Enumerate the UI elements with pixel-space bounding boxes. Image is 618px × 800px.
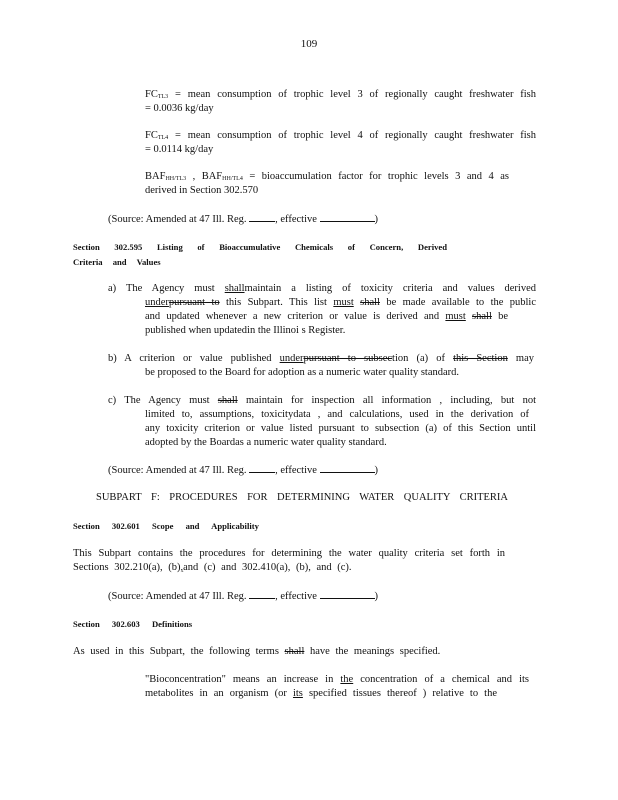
baf-text: = bioaccumulation factor for trophic levels 3 and 4 as	[249, 171, 510, 182]
paragraph-a-line-2: underpursuant to this Subpart. This list must shall be made available to the public	[145, 297, 537, 308]
section-302-603-heading: Section 302.603 Definitions	[73, 619, 193, 629]
paragraph-a-line-4: published when updatedin the Illinoi s Register.	[145, 325, 346, 336]
inserted-text: its	[292, 688, 303, 699]
paragraph-603: As used in this Subpart, the following terms shall have the meanings specified.	[73, 646, 441, 657]
inserted-text: shall	[224, 283, 245, 294]
blank-effective	[320, 589, 375, 599]
fc-tl4-text: = mean consumption of trophic level 4 of regionally caught freshwater fish	[174, 130, 537, 141]
blank-reg	[249, 463, 275, 473]
source-note-2: (Source: Amended at 47 Ill. Reg. , effective )	[108, 465, 379, 476]
deleted-text: shall	[217, 395, 238, 406]
fc-tl3-text: = mean consumption of trophic level 3 of regionally caught freshwater fish	[174, 89, 537, 100]
baf-label: BAF	[145, 171, 166, 182]
fc-tl4-value: = 0.0114 kg/day	[145, 144, 214, 155]
fc-subscript: TL4	[157, 135, 169, 141]
page-number: 109	[300, 38, 318, 50]
fc-subscript: TL3	[157, 94, 169, 100]
paragraph-c-line-4: adopted by the Boardas a numeric water quality standard.	[145, 437, 387, 448]
deleted-text: pursuant to subsec	[303, 353, 393, 364]
baf-label-2: , BAF	[192, 171, 223, 182]
blank-effective	[320, 212, 375, 222]
fc-tl3-value: = 0.0036 kg/day	[145, 103, 214, 114]
deleted-text: shall	[472, 311, 492, 322]
deleted-text: this Section	[453, 353, 508, 364]
paragraph-c-line-1: c) The Agency must shall maintain for inspection all information , including, but not	[108, 395, 536, 406]
blank-effective	[320, 463, 375, 473]
paragraph-c-line-2: limited to, assumptions, toxicitydata , and calculations, used in the derivation of	[145, 409, 529, 420]
deleted-text: shall	[360, 297, 380, 308]
section-302-595-heading: Section 302.595 Listing of Bioaccumulative Chemicals of Concern, Derived	[73, 242, 447, 252]
paragraph-c-line-3: any toxicity criterion or value listed pursuant to subsection (a) of this Section until	[145, 423, 536, 434]
fc-label: FC	[145, 130, 158, 141]
bioconcentration-line-2: metabolites in an organism (or its specified tissues thereof ) relative to the	[145, 688, 497, 699]
source-note-1: (Source: Amended at 47 Ill. Reg. , effective )	[108, 214, 379, 225]
inserted-text: must	[333, 297, 354, 308]
baf-subscript-4: HH/TL4	[222, 176, 243, 182]
blank-reg	[249, 212, 275, 222]
bioconcentration-line-1: "Bioconcentration" means an increase in the concentration of a chemical and its	[145, 674, 529, 685]
baf-derived: derived in Section 302.570	[145, 185, 259, 196]
inserted-text: ,	[180, 562, 184, 573]
paragraph-a-line-3: and updated whenever a new criterion or value is derived and must shall be	[145, 311, 508, 322]
paragraph-b-line-2: be proposed to the Board for adoption as a numeric water quality standard.	[145, 367, 460, 378]
inserted-text: under	[279, 353, 304, 364]
subpart-f-heading: SUBPART F: PROCEDURES FOR DETERMINING WATER QUALITY CRITERIA	[96, 492, 508, 503]
fc-label: FC	[145, 89, 158, 100]
inserted-text: must	[445, 311, 466, 322]
blank-reg	[249, 589, 275, 599]
paragraph-601-line-2: Sections 302.210(a), (b),and (c) and 302.410(a), (b), and (c).	[73, 562, 352, 573]
inserted-text: under	[145, 297, 169, 308]
section-302-595-heading-cont: Criteria and Values	[73, 257, 161, 267]
paragraph-b-line-1: b) A criterion or value published underpursuant to subsection (a) of this Section may	[108, 353, 534, 364]
section-302-601-heading: Section 302.601 Scope and Applicability	[73, 521, 259, 531]
source-note-3: (Source: Amended at 47 Ill. Reg. , effective )	[108, 591, 379, 602]
paragraph-a-line-1: a) The Agency must shallmaintain a listing of toxicity criteria and values derived	[108, 283, 536, 294]
baf-subscript-3: HH/TL3	[165, 176, 187, 182]
inserted-text: the	[340, 674, 354, 685]
deleted-text: pursuant to	[168, 297, 220, 308]
paragraph-601-line-1: This Subpart contains the procedures for determining the water quality criteria set forth in	[73, 548, 505, 559]
deleted-text: shall	[284, 646, 305, 657]
